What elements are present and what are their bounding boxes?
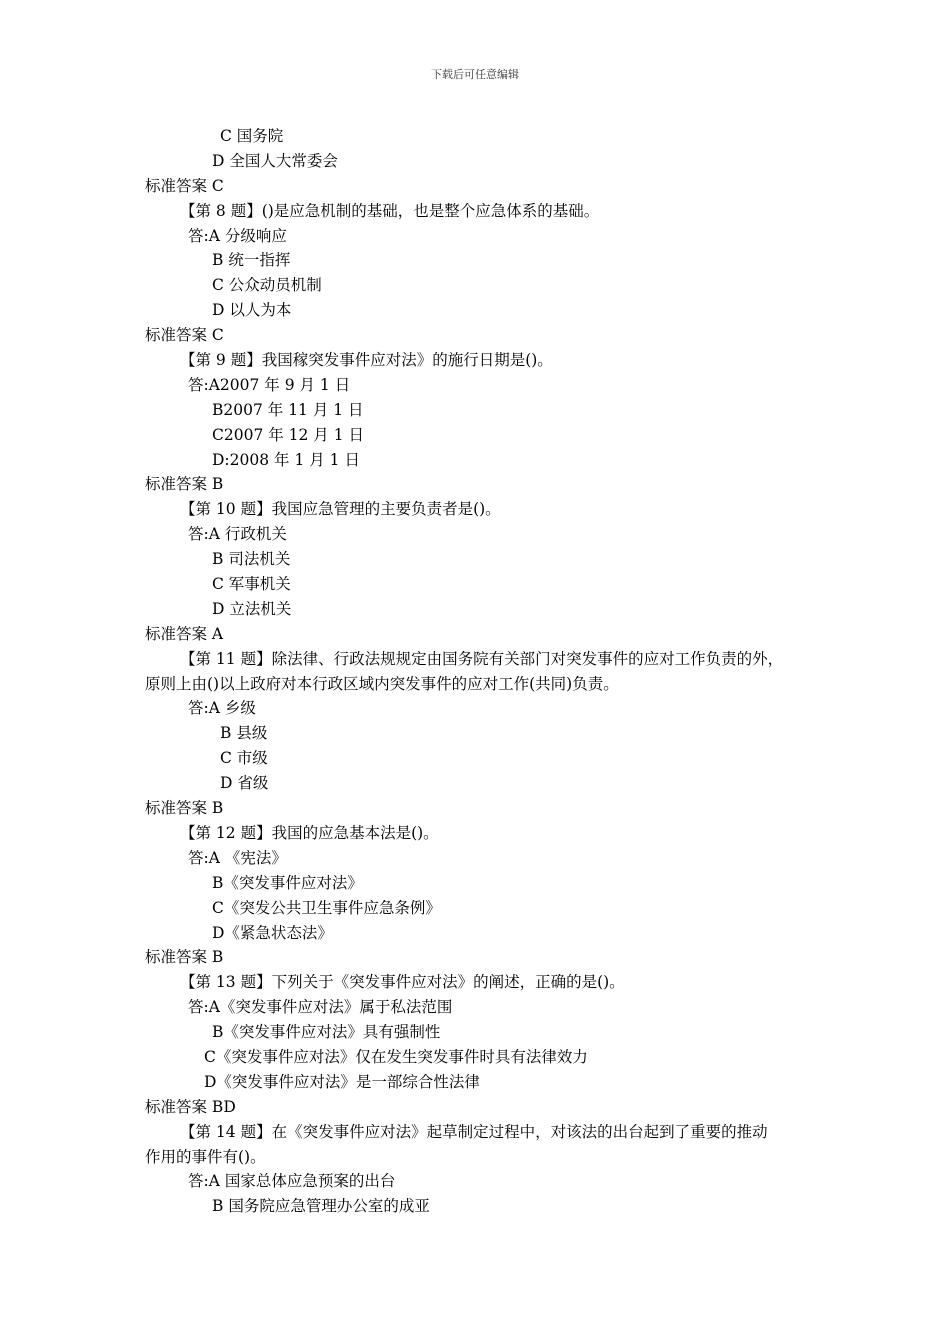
option-text: C 市级	[220, 749, 268, 768]
question-text: 【第 8 题】()是应急机制的基础，也是整个应急体系的基础。	[180, 201, 600, 220]
page-header: 下载后可任意编辑	[431, 68, 519, 81]
option-text: D《突发事件应对法》是一部综合性法律	[204, 1072, 480, 1091]
question-text-continued: 原则上由()以上政府对本行政区域内突发事件的应对工作(共同)负责。	[145, 674, 619, 693]
question-text: 【第 11 题】除法律、行政法规规定由国务院有关部门对突发事件的应对工作负责的外，	[180, 649, 784, 668]
option-text: C 军事机关	[212, 575, 291, 594]
option-text: B《突发事件应对法》	[212, 873, 363, 892]
standard-answer: 标准答案 A	[145, 624, 224, 643]
question-text-continued: 作用的事件有()。	[145, 1147, 266, 1166]
standard-answer: 标准答案 BD	[145, 1097, 236, 1116]
option-text: B 统一指挥	[212, 251, 291, 270]
question-text: 【第 14 题】在《突发事件应对法》起草制定过程中，对该法的出台起到了重要的推动	[180, 1122, 768, 1141]
option-text: B 县级	[220, 724, 268, 743]
question-text: 【第 9 题】我国稼突发事件应对法》的施行日期是()。	[180, 351, 553, 370]
option-text: B《突发事件应对法》具有强制性	[212, 1023, 441, 1042]
option-text: D 以人为本	[212, 301, 292, 320]
standard-answer: 标准答案 B	[145, 799, 224, 818]
option-text: B2007 年 11 月 1 日	[212, 400, 364, 419]
question-text: 【第 12 题】我国的应急基本法是()。	[180, 823, 439, 842]
option-text: B 国务院应急管理办公室的成亚	[212, 1197, 430, 1216]
standard-answer: 标准答案 C	[145, 176, 224, 195]
standard-answer: 标准答案 B	[145, 948, 224, 967]
standard-answer: 标准答案 C	[145, 326, 224, 345]
option-text: B 司法机关	[212, 550, 291, 569]
answer-option-a: 答:A 国家总体应急预案的出台	[188, 1172, 396, 1191]
option-text: C 公众动员机制	[212, 276, 322, 295]
option-text: D 全国人大常委会	[212, 151, 338, 170]
option-text: D 省级	[220, 774, 269, 793]
answer-option-a: 答:A 《宪法》	[188, 848, 287, 867]
option-text: C《突发公共卫生事件应急条例》	[212, 898, 441, 917]
option-text: C2007 年 12 月 1 日	[212, 425, 365, 444]
answer-option-a: 答:A2007 年 9 月 1 日	[188, 375, 351, 394]
answer-option-a: 答:A《突发事件应对法》属于私法范围	[188, 998, 453, 1017]
option-text: D 立法机关	[212, 599, 292, 618]
answer-option-a: 答:A 乡级	[188, 699, 256, 718]
answer-option-a: 答:A 行政机关	[188, 525, 287, 544]
option-text: D:2008 年 1 月 1 日	[212, 450, 360, 469]
answer-option-a: 答:A 分级响应	[188, 226, 287, 245]
option-text: D《紧急状态法》	[212, 923, 333, 942]
option-text: C《突发事件应对法》仅在发生突发事件时具有法律效力	[204, 1047, 588, 1066]
standard-answer: 标准答案 B	[145, 475, 224, 494]
document-body	[0, 124, 950, 1219]
question-text: 【第 10 题】我国应急管理的主要负责者是()。	[180, 500, 501, 519]
question-text: 【第 13 题】下列关于《突发事件应对法》的阐述，正确的是()。	[180, 973, 625, 992]
option-text: C 国务院	[220, 127, 284, 145]
